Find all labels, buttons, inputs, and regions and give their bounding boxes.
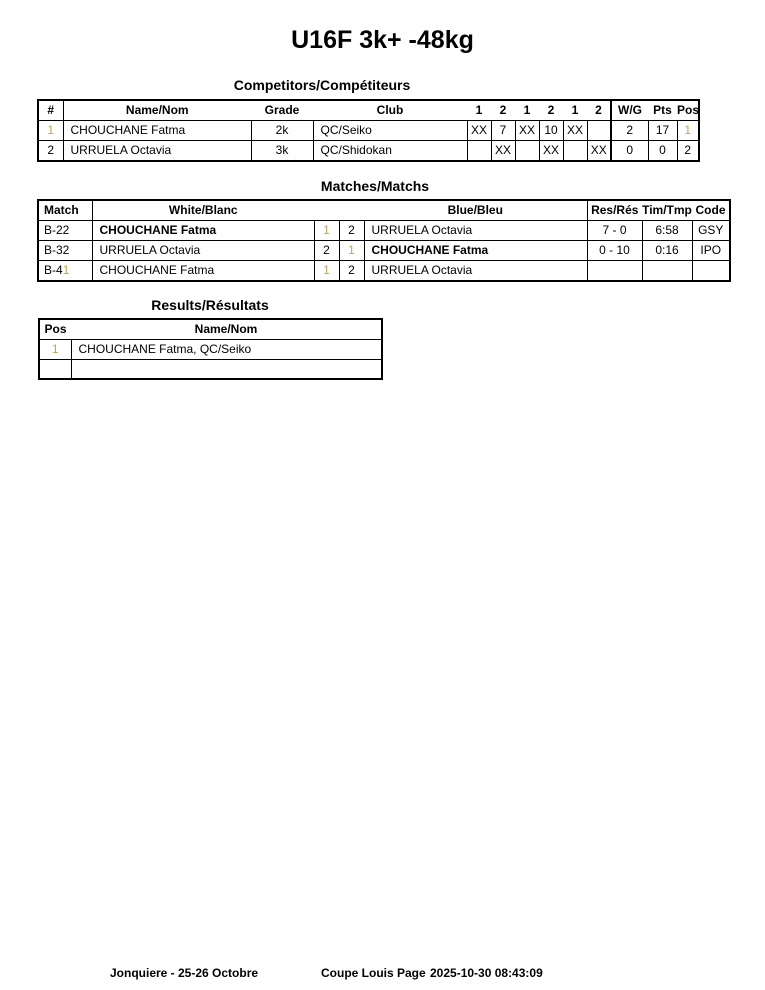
club-header: Club	[313, 100, 467, 121]
matches-header-row	[38, 200, 730, 221]
pos-cell: 1	[39, 340, 71, 360]
footer-competition: Coupe Louis Page	[321, 966, 426, 980]
code-cell: GSY	[692, 221, 730, 241]
score-cell: XX	[515, 121, 539, 141]
blue-name-cell: CHOUCHANE Fatma	[364, 241, 587, 261]
result-row	[39, 360, 382, 379]
pos-cell	[39, 360, 71, 379]
result-name-cell: CHOUCHANE Fatma, QC/Seiko	[71, 340, 382, 360]
blue-name-cell: URRUELA Octavia	[364, 261, 587, 282]
matches-table	[37, 199, 731, 282]
num-cell: 2	[38, 141, 63, 162]
time-cell: 0:16	[642, 241, 692, 261]
position-cell: 1	[677, 121, 699, 141]
page-title: U16F 3k+ -48kg	[291, 26, 474, 54]
result-cell: 7 - 0	[587, 221, 642, 241]
results-section-title: Results/Résultats	[151, 297, 269, 313]
name-cell: CHOUCHANE Fatma	[63, 121, 251, 141]
num-header: #	[38, 100, 63, 121]
footer-timestamp: 2025-10-30 08:43:09	[430, 966, 543, 980]
score-header: 2	[491, 100, 515, 121]
score-header: 1	[563, 100, 587, 121]
score-cell: XX	[539, 141, 563, 162]
score-cell: XX	[563, 121, 587, 141]
match-id-cell: B-41	[38, 261, 92, 282]
match-header: Match	[38, 200, 92, 221]
points-cell: 0	[648, 141, 677, 162]
match-id-cell: B-32	[38, 241, 92, 261]
position-header: Pos	[677, 100, 699, 121]
white-num-cell: 1	[314, 221, 339, 241]
match-id-cell: B-22	[38, 221, 92, 241]
club-cell: QC/Shidokan	[313, 141, 467, 162]
score-cell: XX	[587, 141, 611, 162]
competitors-table	[37, 99, 700, 162]
footer-event: Jonquiere - 25-26 Octobre	[110, 966, 259, 980]
result-header: Res/Rés	[587, 200, 642, 221]
score-cell	[515, 141, 539, 162]
result-row	[39, 340, 382, 360]
score-header: 1	[515, 100, 539, 121]
results-header-row	[39, 319, 382, 340]
grade-cell: 3k	[251, 141, 313, 162]
matches-section-title: Matches/Matchs	[320, 178, 430, 194]
blue-header: Blue/Bleu	[364, 200, 587, 221]
pos-header: Pos	[39, 319, 71, 340]
white-num-cell: 2	[314, 241, 339, 261]
club-cell: QC/Seiko	[313, 121, 467, 141]
blue-name-cell: URRUELA Octavia	[364, 221, 587, 241]
score-cell: XX	[491, 141, 515, 162]
name-header: Name/Nom	[63, 100, 251, 121]
blue-num-cell: 2	[339, 261, 364, 282]
blue-num-cell: 1	[339, 241, 364, 261]
name-cell: URRUELA Octavia	[63, 141, 251, 162]
grade-cell: 2k	[251, 121, 313, 141]
white-name-cell: CHOUCHANE Fatma	[92, 261, 314, 282]
competitor-row	[38, 141, 699, 162]
points-cell: 17	[648, 121, 677, 141]
position-cell: 2	[677, 141, 699, 162]
score-header: 2	[539, 100, 563, 121]
match-row	[38, 241, 730, 261]
score-header: 2	[587, 100, 611, 121]
match-row	[38, 221, 730, 241]
grade-header: Grade	[251, 100, 313, 121]
score-cell: 10	[539, 121, 563, 141]
points-header: Pts	[648, 100, 677, 121]
results-table	[38, 318, 383, 380]
white-name-cell: CHOUCHANE Fatma	[92, 221, 314, 241]
white-name-cell: URRUELA Octavia	[92, 241, 314, 261]
name-header: Name/Nom	[71, 319, 382, 340]
result-cell: 0 - 10	[587, 241, 642, 261]
wins-header: W/G	[611, 100, 648, 121]
blue-num-cell: 2	[339, 221, 364, 241]
score-cell	[563, 141, 587, 162]
score-cell	[587, 121, 611, 141]
blue-num-header	[339, 200, 364, 221]
num-cell: 1	[38, 121, 63, 141]
wins-cell: 0	[611, 141, 648, 162]
code-cell	[692, 261, 730, 282]
time-cell: 6:58	[642, 221, 692, 241]
time-cell	[642, 261, 692, 282]
result-name-cell	[71, 360, 382, 379]
score-cell: XX	[467, 121, 491, 141]
code-header: Code	[692, 200, 730, 221]
competitors-section-title: Competitors/Compétiteurs	[233, 77, 411, 93]
match-row	[38, 261, 730, 282]
code-cell: IPO	[692, 241, 730, 261]
score-cell: 7	[491, 121, 515, 141]
white-num-cell: 1	[314, 261, 339, 282]
time-header: Tim/Tmp	[642, 200, 692, 221]
score-header: 1	[467, 100, 491, 121]
result-cell	[587, 261, 642, 282]
white-header: White/Blanc	[92, 200, 314, 221]
wins-cell: 2	[611, 121, 648, 141]
white-num-header	[314, 200, 339, 221]
score-cell	[467, 141, 491, 162]
competitor-row	[38, 121, 699, 141]
competitors-header-row	[38, 100, 699, 121]
